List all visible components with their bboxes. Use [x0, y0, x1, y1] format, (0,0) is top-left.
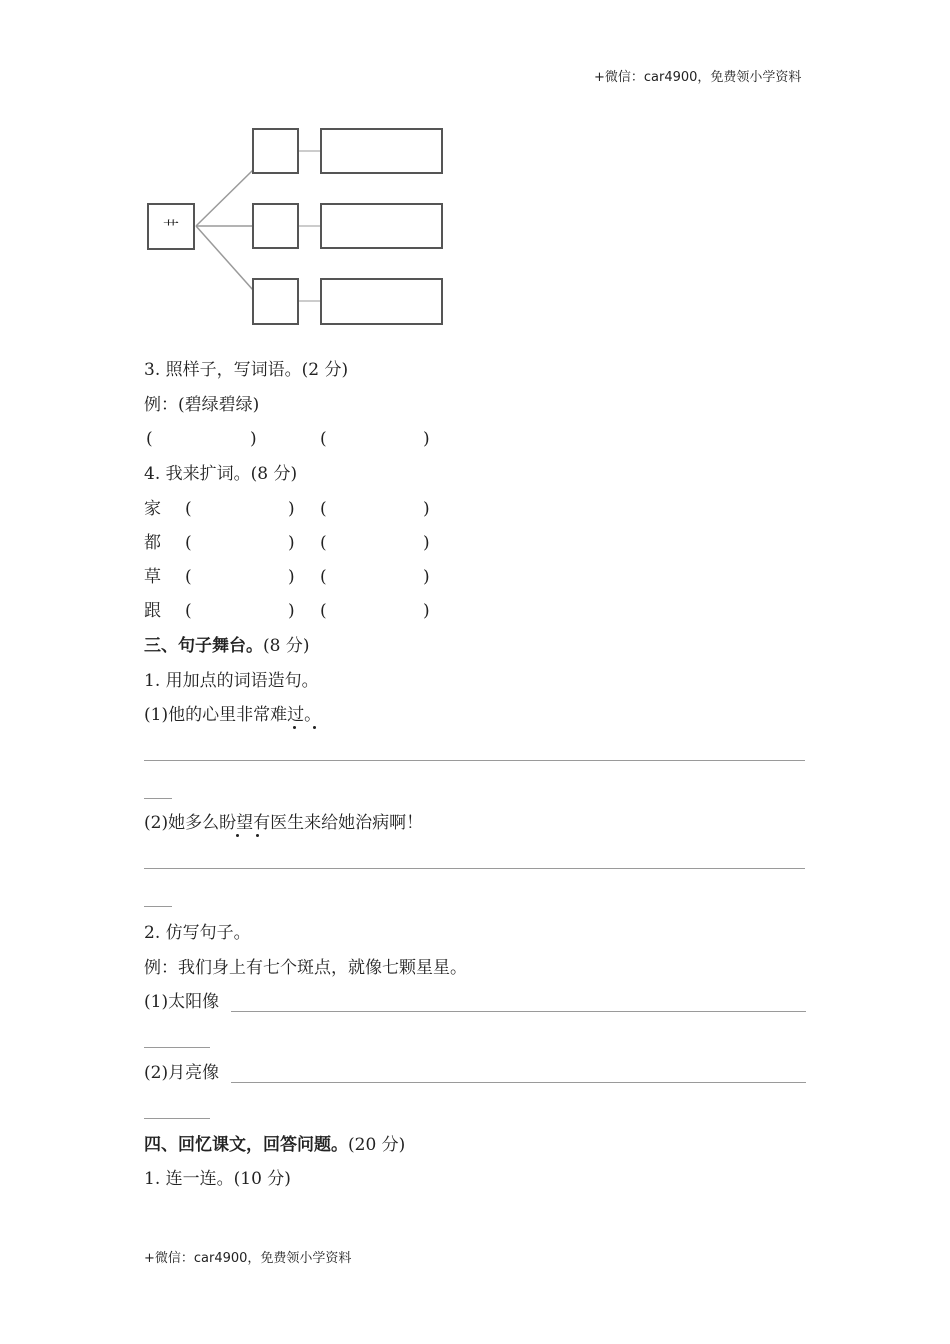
answer-line-tail[interactable]: [144, 798, 172, 799]
page-header: +微信：car4900，免费领小学资料: [594, 70, 802, 85]
s3-q1-sentence2: (2)她多么盼望有医生来给她治病啊！: [144, 813, 424, 833]
radical-diagram-lines: [0, 0, 950, 360]
root-radical-char: 艹: [162, 218, 179, 237]
answer-line[interactable]: [231, 1011, 806, 1012]
q4-row2-open1: (: [185, 533, 192, 553]
emphasis-dot: [236, 834, 239, 837]
q4-row3-close1: ): [288, 567, 295, 587]
q3-example: 例：(碧绿碧绿): [144, 395, 260, 415]
answer-line[interactable]: [231, 1082, 806, 1083]
q4-row-char: 都: [144, 533, 161, 553]
s3-q2-title: 2. 仿写句子。: [144, 923, 251, 943]
answer-line-tail[interactable]: [144, 1118, 210, 1119]
section4-title: 四、回忆课文，回答问题。: [144, 1135, 348, 1155]
q4-row-char: 家: [144, 499, 161, 519]
emphasis-dot: [293, 726, 296, 729]
q4-row2-close2: ): [423, 533, 430, 553]
q4-row2-open2: (: [320, 533, 327, 553]
word-box-2[interactable]: [320, 203, 443, 249]
emphasis-dot: [313, 726, 316, 729]
q4-row3-close2: ): [423, 567, 430, 587]
q4-row1-close1: ): [288, 499, 295, 519]
section4-heading: [144, 1134, 405, 1156]
q4-title: 4. 我来扩词。(8 分): [144, 464, 298, 484]
s3-q2-sentence1: (1)太阳像: [144, 992, 220, 1012]
word-box-1[interactable]: [320, 128, 443, 174]
q4-row4-open2: (: [320, 601, 327, 621]
q4-row1-open2: (: [320, 499, 327, 519]
q4-row2-close1: ): [288, 533, 295, 553]
page-footer: +微信：car4900，免费领小学资料: [144, 1251, 352, 1266]
root-radical-box: [147, 203, 195, 250]
q4-row3-open1: (: [185, 567, 192, 587]
answer-line[interactable]: [144, 868, 805, 869]
answer-line[interactable]: [144, 760, 805, 761]
q4-row1-close2: ): [423, 499, 430, 519]
s4-q1-title: 1. 连一连。(10 分): [144, 1169, 291, 1189]
section3-title: 三、句子舞台。: [144, 636, 263, 656]
q4-row4-close1: ): [288, 601, 295, 621]
s3-q2-example: 例：我们身上有七个斑点，就像七颗星星。: [144, 958, 467, 978]
q4-row1-open1: (: [185, 499, 192, 519]
char-box-2[interactable]: [252, 203, 299, 249]
section3-score: (8 分): [263, 636, 310, 656]
s3-q2-sentence2: (2)月亮像: [144, 1063, 220, 1083]
emphasis-dot: [256, 834, 259, 837]
q3-blank1-close: ): [250, 429, 257, 449]
q3-blank1-open: (: [146, 429, 153, 449]
q3-title: 3. 照样子，写词语。(2 分): [144, 360, 349, 380]
word-box-3[interactable]: [320, 278, 443, 325]
s3-q1-sentence1: (1)他的心里非常难过。: [144, 705, 322, 725]
q3-blank2-close: ): [423, 429, 430, 449]
s3-q1-title: 1. 用加点的词语造句。: [144, 671, 319, 691]
q4-row4-open1: (: [185, 601, 192, 621]
section3-heading: [144, 635, 309, 657]
char-box-1[interactable]: [252, 128, 299, 174]
q4-row-char: 草: [144, 567, 161, 587]
q3-blank2-open: (: [320, 429, 327, 449]
char-box-3[interactable]: [252, 278, 299, 325]
q4-row-char: 跟: [144, 601, 161, 621]
q4-row4-close2: ): [423, 601, 430, 621]
answer-line-tail[interactable]: [144, 1047, 210, 1048]
answer-line-tail[interactable]: [144, 906, 172, 907]
section4-score: (20 分): [348, 1135, 406, 1155]
q4-row3-open2: (: [320, 567, 327, 587]
